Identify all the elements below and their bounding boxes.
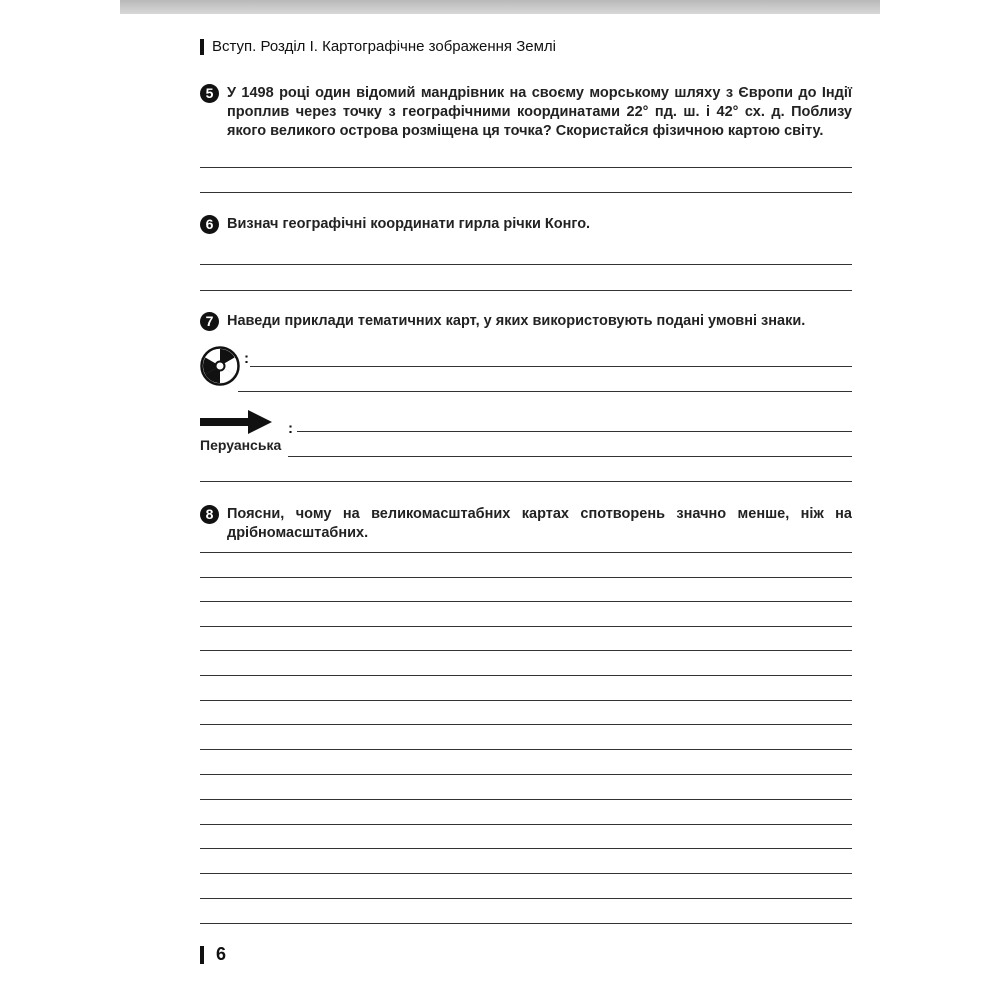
header-title: Вступ. Розділ І. Картографічне зображення Землі [212, 38, 557, 55]
task-6 [200, 215, 852, 234]
task-text: Визнач географічні координати гирла річки Конго. [227, 216, 591, 232]
task-text: У 1498 році один відомий мандрівник на своєму морському шляху з Європи до Індії проплив через точку з географічними координатами 22° пд. ш. і 42° сх. д. Поблизу якого великого острова розміщена ця точка? Скористайся фізичною картою світу. [227, 85, 852, 139]
colon: : [288, 420, 293, 437]
page-number: 6 [216, 944, 227, 964]
task-number: 7 [200, 312, 219, 331]
answer-line[interactable] [200, 774, 852, 775]
header-bar [200, 39, 204, 55]
answer-line[interactable] [200, 675, 852, 676]
answer-line[interactable] [200, 799, 852, 800]
answer-line[interactable] [200, 923, 852, 924]
scan-edge [120, 0, 880, 14]
radiation-icon [200, 346, 240, 386]
answer-line[interactable] [200, 848, 852, 849]
answer-line[interactable] [200, 290, 852, 291]
answer-line[interactable] [250, 366, 852, 367]
answer-line[interactable] [200, 577, 852, 578]
task-5 [200, 84, 852, 141]
answer-line[interactable] [200, 724, 852, 725]
answer-line[interactable] [200, 650, 852, 651]
task-number: 5 [200, 84, 219, 103]
task-7 [200, 312, 852, 331]
arrow-right-icon [200, 410, 272, 434]
task-number: 8 [200, 505, 219, 524]
answer-line[interactable] [200, 167, 852, 168]
answer-line[interactable] [200, 749, 852, 750]
answer-line[interactable] [200, 898, 852, 899]
footer-bar [200, 946, 204, 964]
task-text: Наведи приклади тематичних карт, у яких використовують подані умовні знаки. [227, 313, 806, 329]
answer-line[interactable] [288, 456, 852, 457]
answer-line[interactable] [238, 391, 852, 392]
answer-line[interactable] [297, 431, 852, 432]
answer-line[interactable] [200, 601, 852, 602]
current-label: Перуанська [200, 437, 282, 453]
answer-line[interactable] [200, 824, 852, 825]
page-header [200, 38, 556, 55]
answer-line[interactable] [200, 552, 852, 553]
answer-line[interactable] [200, 264, 852, 265]
task-8 [200, 505, 852, 543]
task-number: 6 [200, 215, 219, 234]
answer-line[interactable] [200, 626, 852, 627]
page-footer [200, 944, 226, 965]
answer-line[interactable] [200, 873, 852, 874]
answer-line[interactable] [200, 481, 852, 482]
task-text: Поясни, чому на великомасштабних картах спотворень значно менше, ніж на дрібномасштабних. [227, 506, 852, 541]
answer-line[interactable] [200, 192, 852, 193]
answer-line[interactable] [200, 700, 852, 701]
colon: : [244, 350, 249, 367]
